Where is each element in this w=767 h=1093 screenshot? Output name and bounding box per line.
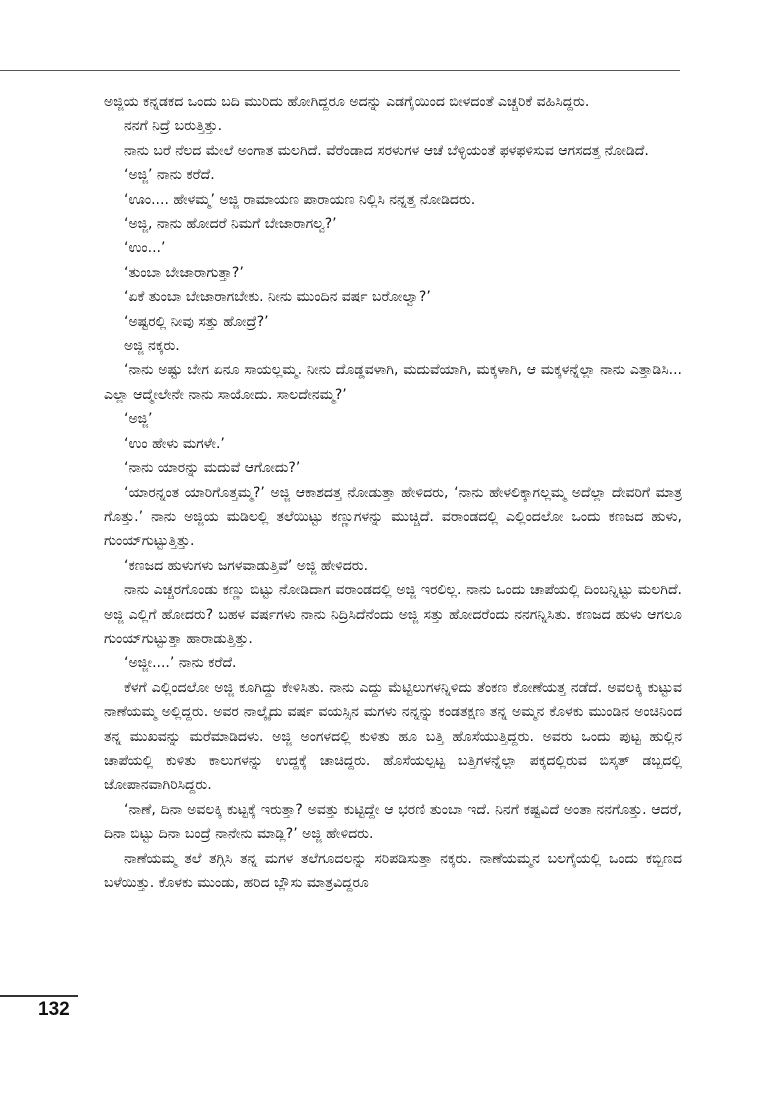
paragraph: ‘ಅಜ್ಜಿ’ ನಾನು ಕರೆದೆ. bbox=[124, 167, 215, 184]
header-rule bbox=[0, 70, 680, 71]
paragraph: ‘ಅಜ್ಜೀ....’ ನಾನು ಕರೆದೆ. bbox=[124, 655, 237, 672]
paragraph: ‘ಉಂ ಹೇಳು ಮಗಳೇ.’ bbox=[124, 435, 225, 452]
paragraph: ನಾನು ಎಚ್ಚರಗೊಂಡು ಕಣ್ಣು ಬಿಟ್ಟು ನೋಡಿದಾಗ ವರಾಂಡದಲ್ಲಿ ಅಜ್ಜಿ ಇರಲಿಲ್ಲ. ನಾನು ಒಂದು ಚಾಪೆಯಲ್ಲಿ ದಿಂಬನ್ನಿಟ್ಟು ಮಲಗಿದೆ. ಅಜ್ಜಿ ಎಲ್ಲಿಗೆ ಹೋದರು? ಬಹಳ ವರ್ಷಗಳು ನಾನು ನಿದ್ರಿಸಿದೆನೆಂದು ಅಜ್ಜಿ ಸತ್ತು ಹೋದರೆಂದು ನನಗನ್ನಿಸಿತು. ಕಣಜದ ಹುಳು ಆಗಲೂ ಗುಂಯ್‌ಗುಟ್ಟುತ್ತಾ ಹಾರಾಡುತ್ತಿತ್ತು. bbox=[104, 582, 682, 647]
paragraph: ‘ನಾಣೆ, ದಿನಾ ಅವಲಕ್ಕಿ ಕುಟ್ಟಕ್ಕೆ ಇರುತ್ತಾ? ಅವತ್ತು ಕುಟ್ಟಿದ್ದೇ ಆ ಭರಣಿ ತುಂಬಾ ಇದೆ. ನಿನಗೆ ಕಷ್ಟವಿದೆ ಅಂತಾ ನನಗೊತ್ತು. ಆದರೆ, ದಿನಾ ಬಿಟ್ಟು ದಿನಾ ಬಂದ್ರೆ ನಾನೇನು ಮಾಡ್ಲಿ?’ ಅಜ್ಜಿ ಹೇಳಿದರು. bbox=[104, 801, 682, 843]
paragraph: ‘ಯಾರನ್ನಂತ ಯಾರಿಗೊತ್ತಮ್ಮ?’ ಅಜ್ಜಿ ಆಕಾಶದತ್ತ ನೋಡುತ್ತಾ ಹೇಳಿದರು, ‘ನಾನು ಹೇಳಲಿಕ್ಕಾಗಲ್ಲಮ್ಮ ಅದೆಲ್ಲಾ ದೇವರಿಗೆ ಮಾತ್ರ ಗೊತ್ತು.’ ನಾನು ಅಜ್ಜಿಯ ಮಡಿಲಲ್ಲಿ ತಲೆಯಿಟ್ಟು ಕಣ್ಣುಗಳನ್ನು ಮುಚ್ಚಿದೆ. ವರಾಂಡದಲ್ಲಿ ಎಲ್ಲಿಂದಲೋ ಒಂದು ಕಣಜದ ಹುಳು, ಗುಂಯ್‌ಗುಟ್ಟುತ್ತಿತ್ತು. bbox=[104, 484, 682, 550]
paragraph: ‘ಅಷ್ಟರಲ್ಲಿ ನೀವು ಸತ್ತು ಹೋದ್ರೆ?’ bbox=[124, 313, 269, 330]
paragraph: ‘ನಾನು ಯಾರನ್ನು ಮದುವೆ ಆಗೋದು?’ bbox=[124, 460, 301, 477]
paragraph: ಅಜ್ಜಿಯ ಕನ್ನಡಕದ ಒಂದು ಬದಿ ಮುರಿದು ಹೋಗಿದ್ದರೂ ಅದನ್ನು ಎಡಗೈಯಿಂದ ಬೀಳದಂತೆ ಎಚ್ಚರಿಕೆ ವಹಿಸಿದ್ದರು. bbox=[104, 94, 590, 110]
paragraph: ‘ಅಜ್ಜಿ’ bbox=[124, 411, 153, 428]
paragraph: ‘ನಾನು ಅಷ್ಟು ಬೇಗ ಏನೂ ಸಾಯಲ್ಲಮ್ಮ. ನೀನು ದೊಡ್ಡವಳಾಗಿ, ಮದುವೆಯಾಗಿ, ಮಕ್ಕಳಾಗಿ, ಆ ಮಕ್ಕಳನ್ನೆಲ್ಲಾ ನಾನು ಎತ್ತಾಡಿಸಿ... ಎಲ್ಲಾ ಆದ್ಮೇಲೇನೇ ನಾನು ಸಾಯೋದು. ಸಾಲದೇನಮ್ಮ?’ bbox=[104, 362, 682, 403]
footer-rule bbox=[0, 995, 78, 997]
paragraph: ‘ಏಕೆ ತುಂಬಾ ಬೇಜಾರಾಗಬೇಕು. ನೀನು ಮುಂದಿನ ವರ್ಷ ಬರೋಲ್ವಾ?’ bbox=[124, 289, 431, 306]
paragraph: ನಾಣೆಯಮ್ಮ ತಲೆ ತಗ್ಗಿಸಿ ತನ್ನ ಮಗಳ ತಲೆಗೂದಲನ್ನು ಸರಿಪಡಿಸುತ್ತಾ ನಕ್ಕರು. ನಾಣೆಯಮ್ಮನ ಬಲಗೈಯಲ್ಲಿ ಒಂದು ಕಬ್ಬಿಣದ ಬಳೆಯಿತ್ತು. ಕೊಳಕು ಮುಂಡು, ಹರಿದ ಬ್ಲೌಸು ಮಾತ್ರವಿದ್ದರೂ bbox=[104, 850, 682, 891]
paragraph: ‘ಊಂ.... ಹೇಳಮ್ಮ’ ಅಜ್ಜಿ ರಾಮಾಯಣ ಪಾರಾಯಣ ನಿಲ್ಲಿಸಿ ನನ್ನತ್ತ ನೋಡಿದರು. bbox=[124, 191, 476, 208]
page-number: 132 bbox=[38, 999, 70, 1020]
paragraph: ‘ತುಂಬಾ ಬೇಜಾರಾಗುತ್ತಾ?’ bbox=[124, 264, 244, 281]
paragraph: ಕೆಳಗೆ ಎಲ್ಲಿಂದಲೋ ಅಜ್ಜಿ ಕೂಗಿದ್ದು ಕೇಳಿಸಿತು. ನಾನು ಎದ್ದು ಮೆಟ್ಟಿಲುಗಳನ್ನಿಳಿದು ತೆಂಕಣ ಕೋಣೆಯತ್ತ ನಡೆದೆ. ಅವಲಕ್ಕಿ ಕುಟ್ಟುವ ನಾಣೆಯಮ್ಮ ಅಲ್ಲಿದ್ದರು. ಅವರ ನಾಲ್ಕೈದು ವರ್ಷ ವಯಸ್ಸಿನ ಮಗಳು ನನ್ನನ್ನು ಕಂಡತಕ್ಷಣ ತನ್ನ ಅಮ್ಮನ ಕೊಳಕು ಮುಂಡಿನ ಅಂಚಿನಿಂದ ತನ್ನ ಮುಖವನ್ನು ಮರೆಮಾಡಿದಳು. ಅಜ್ಜಿ ಅಂಗಳದಲ್ಲಿ ಕುಳಿತು ಹೂ ಬತ್ತಿ ಹೊಸೆಯುತ್ತಿದ್ದರು. ಅವರು ಒಂದು ಪುಟ್ಟ ಹುಲ್ಲಿನ ಚಾಪೆಯಲ್ಲಿ ಕುಳಿತು ಕಾಲುಗಳನ್ನು ಉದ್ದಕ್ಕೆ ಚಾಚಿದ್ದರು. ಹೊಸೆಯಲ್ಪಟ್ಟ ಬತ್ತಿಗಳನ್ನೆಲ್ಲಾ ಪಕ್ಕದಲ್ಲಿರುವ ಬಿಸ್ಕತ್ ಡಬ್ಬದಲ್ಲಿ ಜೋಪಾನವಾಗಿರಿಸಿದ್ದರು. bbox=[104, 679, 682, 794]
paragraph: ನಾನು ಬರೆ ನೆಲದ ಮೇಲೆ ಅಂಗಾತ ಮಲಗಿದೆ. ವೆರೆಂಡಾದ ಸರಳುಗಳ ಆಚೆ ಬೆಳ್ಳಿಯಂತೆ ಫಳಫಳಿಸುವ ಆಗಸದತ್ತ ನೋಡಿದೆ. bbox=[124, 142, 649, 159]
paragraph: ‘ಅಜ್ಜಿ, ನಾನು ಹೋದರೆ ನಿಮಗೆ ಬೇಜಾರಾಗಲ್ವ?’ bbox=[124, 216, 337, 233]
paragraph: ನನಗೆ ನಿದ್ರೆ ಬರುತ್ತಿತ್ತು. bbox=[124, 118, 223, 135]
paragraph: ‘ಕಣಜದ ಹುಳುಗಳು ಜಗಳವಾಡುತ್ತಿವೆ’ ಅಜ್ಜಿ ಹೇಳಿದರು. bbox=[124, 557, 369, 574]
paragraph: ಅಜ್ಜಿ ನಕ್ಕರು. bbox=[124, 338, 180, 355]
paragraph: ‘ಉಂ...’ bbox=[124, 240, 166, 257]
body-text bbox=[104, 90, 682, 895]
